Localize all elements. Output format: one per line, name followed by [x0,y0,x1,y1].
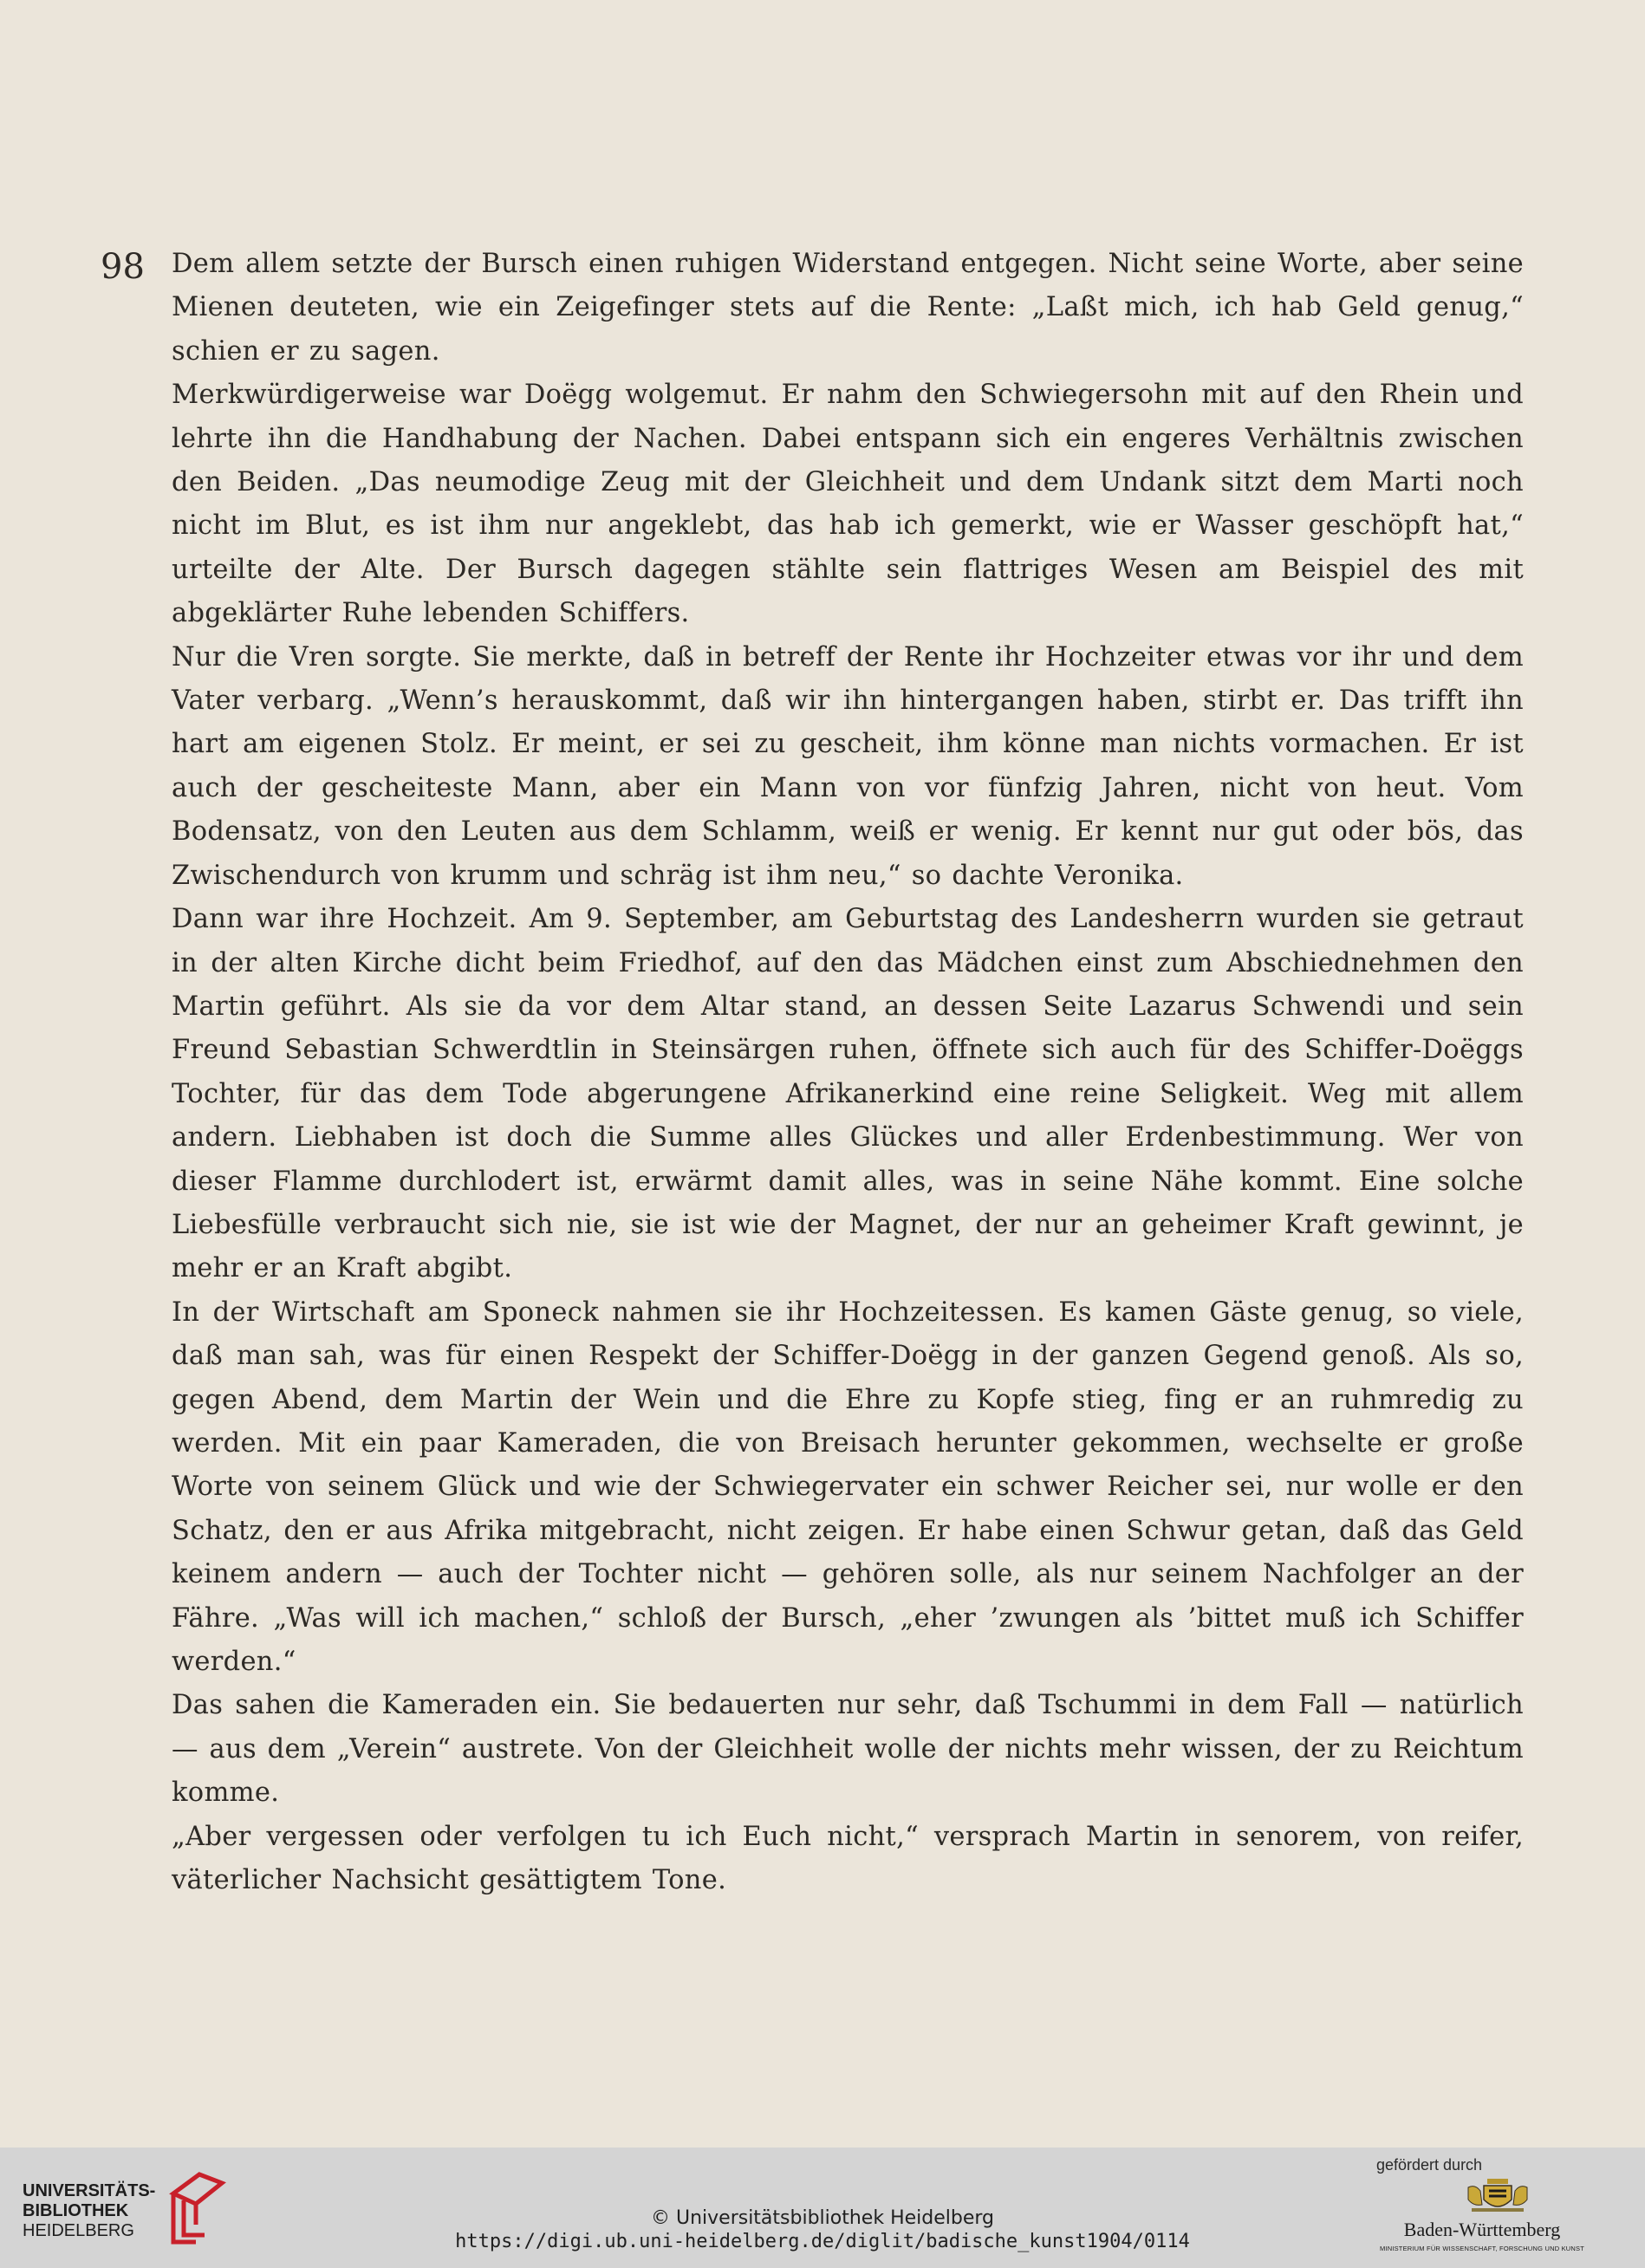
baden-wuerttemberg-crest-icon [1461,2175,1534,2215]
page-number: 98 [101,247,145,287]
library-name-line1: UNIVERSITÄTS- [23,2181,156,2200]
paragraph: In der Wirtschaft am Sponeck nahmen sie ihr Hochzeitessen. Es kamen Gäste genug, so viele, daß man sah, was für einen Respekt der Schiffer-Doëgg in der ganzen Gegend genoß. Als so, gegen Abend, dem Martin der Wein und die Ehre zu Kopfe stieg, fing er an ruhmredig zu werden. Mit ein paar Kameraden, die von Breisach herunter gekommen, wechselte er große Worte von seinem Glück und wie der Schwiegervater ein schwer Reicher sei, nur wolle er den Schatz, den er aus Afrika mitgebracht, nicht zeigen. Er habe einen Schwur getan, daß das Geld keinem andern — auch der Tochter nicht — gehören solle, als nur seinem Nachfolger an der Fähre. „Was will ich machen,“ schloß der Bursch, „eher ’zwungen als ’bittet muß ich Schiffer werden.“ [172,1296,1524,1677]
paragraph: Nur die Vren sorgte. Sie merkte, daß in betreff der Rente ihr Hochzeiter etwas vor ihr und dem Vater verbarg. „Wenn’s herauskommt, daß wir ihn hintergangen haben, stirbt er. Das trifft ihn hart am eigenen Stolz. Er meint, er sei zu gescheit, ihm könne man nichts vormachen. Er ist auch der gescheiteste Mann, aber ein Mann von vor fünfzig Jahren, nicht von heut. Vom Bodensatz, von den Leuten aus dem Schlamm, weiß er wenig. Er kennt nur gut oder bös, das Zwischendurch von krumm und schräg ist ihm neu,“ so dachte Veronika. [172,641,1524,891]
paragraph: Dann war ihre Hochzeit. Am 9. September, am Geburtstag des Landesherrn wurden sie getraut in der alten Kirche dicht beim Friedhof, auf den das Mädchen einst zum Abschiednehmen den Martin geführt. Als sie da vor dem Altar stand, an dessen Seite Lazarus Schwendi und sein Freund Sebastian Schwerdtlin in Steinsärgen ruhen, öffnete sich auch für des Schiffer-Doëggs Tochter, für das dem Tode abgerungene Afrikanerkind eine reine Seligkeit. Weg mit allem andern. Liebhaben ist doch die Summe alles Glückes und aller Erdenbestimmung. Wer von dieser Flamme durchlodert ist, erwärmt damit alles, was in seine Nähe kommt. Eine solche Liebesfülle verbraucht sich nie, sie ist wie der Magnet, der nur an geheimer Kraft gewinnt, je mehr er an Kraft abgibt. [172,904,1524,1284]
library-name-line3: HEIDELBERG [23,2221,134,2240]
paragraph: Dem allem setzte der Bursch einen ruhigen Widerstand entgegen. Nicht seine Worte, aber seine Mienen deuteten, wie ein Zeigefinger stets auf die Rente: „Laßt mich, ich hab Geld genug,“ schien er zu sagen. [172,249,1524,367]
body-text [172,243,1524,1902]
library-name-line2: BIBLIOTHEK [23,2201,129,2220]
paragraph: Das sahen die Kameraden ein. Sie bedauerten nur sehr, daß Tschummi in dem Fall — natürlich — aus dem „Verein“ austrete. Von der Gleichheit wolle der nichts mehr wissen, der zu Reichtum komme. [172,1690,1524,1809]
sponsor-ministry: MINISTERIUM FÜR WISSENSCHAFT, FORSCHUNG UND KUNST [1379,2245,1585,2252]
copyright-notice: © Universitätsbibliothek Heidelberg [650,2207,994,2229]
paragraph: „Aber vergessen oder verfolgen tu ich Euch nicht,“ versprach Martin in senorem, von reifer, väterlicher Nachsicht gesättigtem Tone. [172,1821,1524,1896]
funded-by-label: gefördert durch [1376,2156,1483,2174]
sponsor-name: Baden-Württemberg [1403,2219,1561,2240]
permalink-url[interactable]: https://digi.ub.uni-heidelberg.de/diglit/badische_kunst1904/0114 [455,2231,1190,2252]
paragraph: Merkwürdigerweise war Doëgg wolgemut. Er nahm den Schwiegersohn mit auf den Rhein und lehrte ihn die Handhabung der Nachen. Dabei entspann sich ein engeres Verhältnis zwischen den Beiden. „Das neumodige Zeug mit der Gleichheit und dem Undank sitzt dem Marti noch nicht im Blut, es ist ihm nur angeklebt, das hab ich gemerkt, wie er Wasser geschöpft hat,“ urteilte der Alte. Der Bursch dagegen stählte sein flattriges Wesen am Beispiel des mit abgeklärter Ruhe lebenden Schiffers. [172,380,1524,629]
